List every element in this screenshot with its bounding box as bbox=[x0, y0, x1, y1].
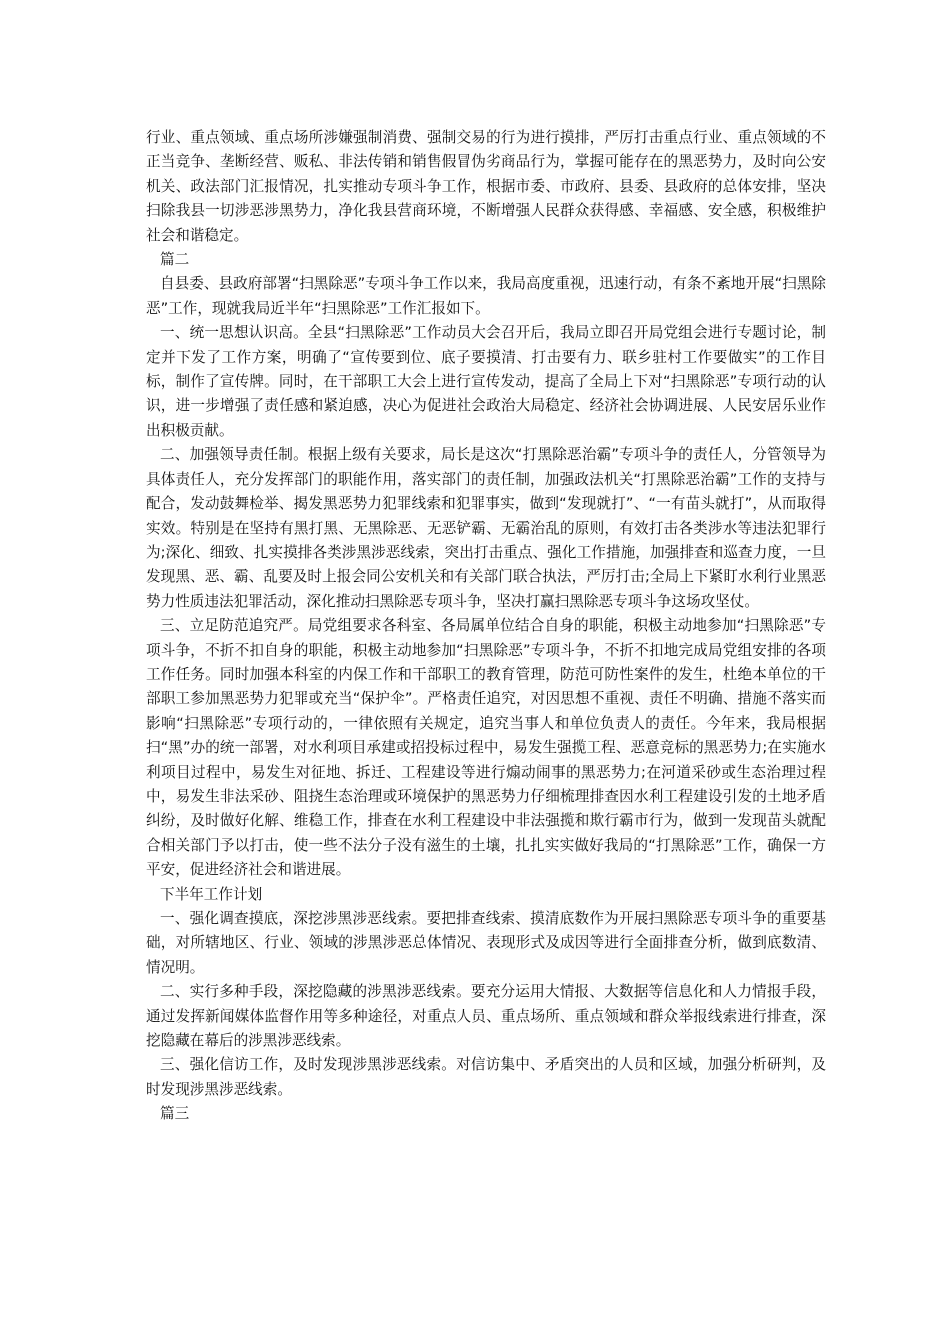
paragraph-point-3: 三、立足防范追究严。局党组要求各科室、各局属单位结合自身的职能，积极主动地参加“扫黑除恶”专项斗争，不折不扣自身的职能，积极主动地参加“扫黑除恶”专项斗争，不折不扣地完成局党组安排的各项工作任务。同时加强本科室的内保工作和干部职工的教育管理，防范可防性案件的发生，杜绝本单位的干部职工参加黑恶势力犯罪或充当“保护伞”。严格责任追究，对因思想不重视、责任不明确、措施不落实而影响“扫黑除恶”专项行动的，一律依照有关规定，追究当事人和单位负责人的责任。今年来，我局根据扫“黑”办的统一部署，对水利项目承建或招投标过程中，易发生强揽工程、恶意竞标的黑恶势力;在实施水利项目过程中，易发生对征地、拆迁、工程建设等进行煽动闹事的黑恶势力;在河道采砂或生态治理过程中，易发生非法采砂、阻挠生态治理或环境保护的黑恶势力仔细梳理排查因水利工程建设引发的土地矛盾纠纷，及时做好化解、维稳工作，排查在水利工程建设中非法强揽和欺行霸市行为，做到一发现苗头就配合相关部门予以打击，使一些不法分子没有滋生的土壤，扎扎实实做好我局的“打黑除恶”工作，确保一方平安，促进经济社会和谐进展。 bbox=[146, 617, 826, 879]
paragraph-intro: 行业、重点领域、重点场所涉嫌强制消费、强制交易的行为进行摸排，严厉打击重点行业、重点领域的不正当竞争、垄断经营、贩私、非法传销和销售假冒伪劣商品行为，掌握可能存在的黑恶势力，及时向公安机关、政法部门汇报情况，扎实推动专项斗争工作，根据市委、市政府、县委、县政府的总体安排，坚决扫除我县一切涉恶涉黑势力，净化我县营商环境，不断增强人民群众获得感、幸福感、安全感，积极维护社会和谐稳定。 bbox=[146, 129, 826, 244]
plan-item-3: 三、强化信访工作，及时发现涉黑涉恶线索。对信访集中、矛盾突出的人员和区域，加强分析研判，及时发现涉黑涉恶线索。 bbox=[146, 1056, 826, 1098]
section-heading-2: 篇二 bbox=[160, 251, 190, 269]
document-body bbox=[146, 126, 826, 1127]
section-heading-3: 篇三 bbox=[160, 1105, 190, 1123]
plan-item-2: 二、实行多种手段，深挖隐藏的涉黑涉恶线索。要充分运用大情报、大数据等信息化和人力情报手段，通过发挥新闻媒体监督作用等多种途径，对重点人员、重点场所、重点领域和群众举报线索进行排查，深挖隐藏在幕后的涉黑涉恶线索。 bbox=[146, 983, 826, 1050]
paragraph-point-1: 一、统一思想认识高。全县“扫黑除恶”工作动员大会召开后，我局立即召开局党组会进行专题讨论，制定并下发了工作方案，明确了“宣传要到位、底子要摸清、打击要有力、联乡驻村工作要做实”的工作目标，制作了宣传牌。同时，在干部职工大会上进行宣传发动，提高了全局上下对“扫黑除恶”专项行动的认识，进一步增强了责任感和紧迫感，决心为促进社会政治大局稳定、经济社会协调进展、人民安居乐业作出积极贡献。 bbox=[146, 324, 826, 439]
paragraph-point-2: 二、加强领导责任制。根据上级有关要求，局长是这次“打黑除恶治霸”专项斗争的责任人，分管领导为具体责任人，充分发挥部门的职能作用，落实部门的责任制，加强政法机关“打黑除恶治霸”工作的支持与配合，发动鼓舞检举、揭发黑恶势力犯罪线索和犯罪事实，做到“发现就打”、“一有苗头就打”，从而取得实效。特别是在坚持有黑打黑、无黑除恶、无恶铲霸、无霸治乱的原则，有效打击各类涉水等违法犯罪行为;深化、细致、扎实摸排各类涉黑涉恶线索，突出打击重点、强化工作措施，加强排查和巡查力度，一旦发现黑、恶、霸、乱要及时上报会同公安机关和有关部门联合执法，严厉打击;全局上下紧盯水利行业黑恶势力性质违法犯罪活动，深化推动扫黑除恶专项斗争，坚决打赢扫黑除恶专项斗争这场攻坚仗。 bbox=[146, 446, 826, 610]
paragraph-overview: 自县委、县政府部署“扫黑除恶”专项斗争工作以来，我局高度重视，迅速行动，有条不紊地开展“扫黑除恶”工作，现就我局近半年“扫黑除恶”工作汇报如下。 bbox=[146, 275, 826, 317]
plan-item-1: 一、强化调查摸底，深挖涉黑涉恶线索。要把排查线索、摸清底数作为开展扫黑除恶专项斗争的重要基础，对所辖地区、行业、领域的涉黑涉恶总体情况、表现形式及成因等进行全面排查分析，做到底数清、情况明。 bbox=[146, 910, 826, 976]
plan-heading: 下半年工作计划 bbox=[160, 885, 263, 903]
